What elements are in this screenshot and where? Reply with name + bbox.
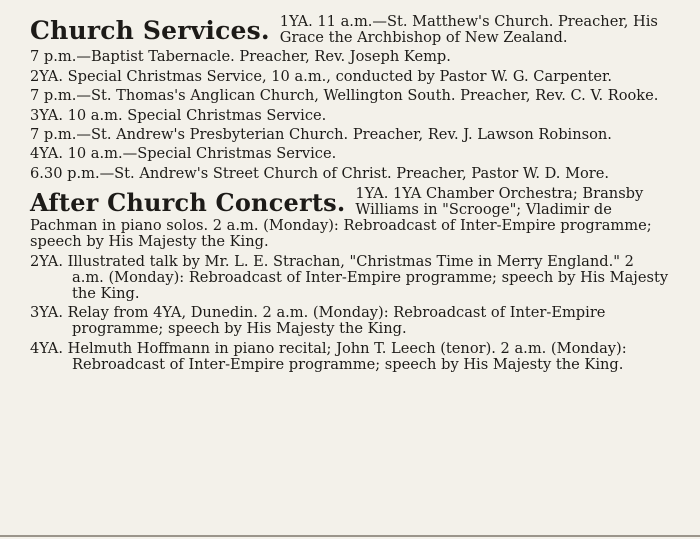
service-entry: 7 p.m.—Baptist Tabernacle. Preacher, Rev. Joseph Kemp.	[30, 48, 451, 66]
service-entry: 7 p.m.—St. Andrew's Presbyterian Church. Preacher, Rev. J. Lawson Robinson.	[30, 126, 612, 144]
service-entry: 7 p.m.—St. Thomas's Anglican Church, Wellington South. Preacher, Rev. C. V. Rooke.	[30, 87, 659, 105]
church-services-section	[30, 14, 670, 182]
service-entry: 2YA. Special Christmas Service, 10 a.m., conducted by Pastor W. G. Carpenter.	[30, 67, 613, 85]
service-entry: 3YA. 10 a.m. Special Christmas Service.	[30, 106, 327, 124]
after-church-concerts-section	[30, 186, 670, 373]
concert-entry: 4YA. Helmuth Hoffmann in piano recital; John T. Leech (tenor). 2 a.m. (Monday): Rebroadcast of Inter-Empire programme; speech by His Majesty the King.	[30, 339, 627, 373]
bottom-rule	[0, 535, 700, 537]
service-entry: 6.30 p.m.—St. Andrew's Street Church of Christ. Preacher, Pastor W. D. More.	[30, 164, 610, 182]
service-entry: 1YA. 11 a.m.—St. Matthew's Church. Preacher, His Grace the Archbishop of New Zealand.	[279, 13, 658, 47]
after-church-concerts-heading: After Church Concerts.	[30, 187, 346, 217]
concert-entry: 3YA. Relay from 4YA, Dunedin. 2 a.m. (Monday): Rebroadcast of Inter-Empire programme; speech by His Majesty the King.	[30, 304, 606, 338]
church-services-heading: Church Services.	[30, 16, 270, 45]
concert-entry: 2YA. Illustrated talk by Mr. L. E. Strachan, "Christmas Time in Merry England." 2 a.m. (Monday): Rebroadcast of Inter-Empire programme; speech by His Majesty the King.	[30, 252, 669, 302]
service-entry: 4YA. 10 a.m.—Special Christmas Service.	[30, 145, 337, 163]
concert-entry: 1YA. 1YA Chamber Orchestra; Bransby Williams in "Scrooge"; Vladimir de Pachman in piano solos. 2 a.m. (Monday): Rebroadcast of Inter-Empire programme; speech by His Majesty the King.	[30, 184, 652, 251]
